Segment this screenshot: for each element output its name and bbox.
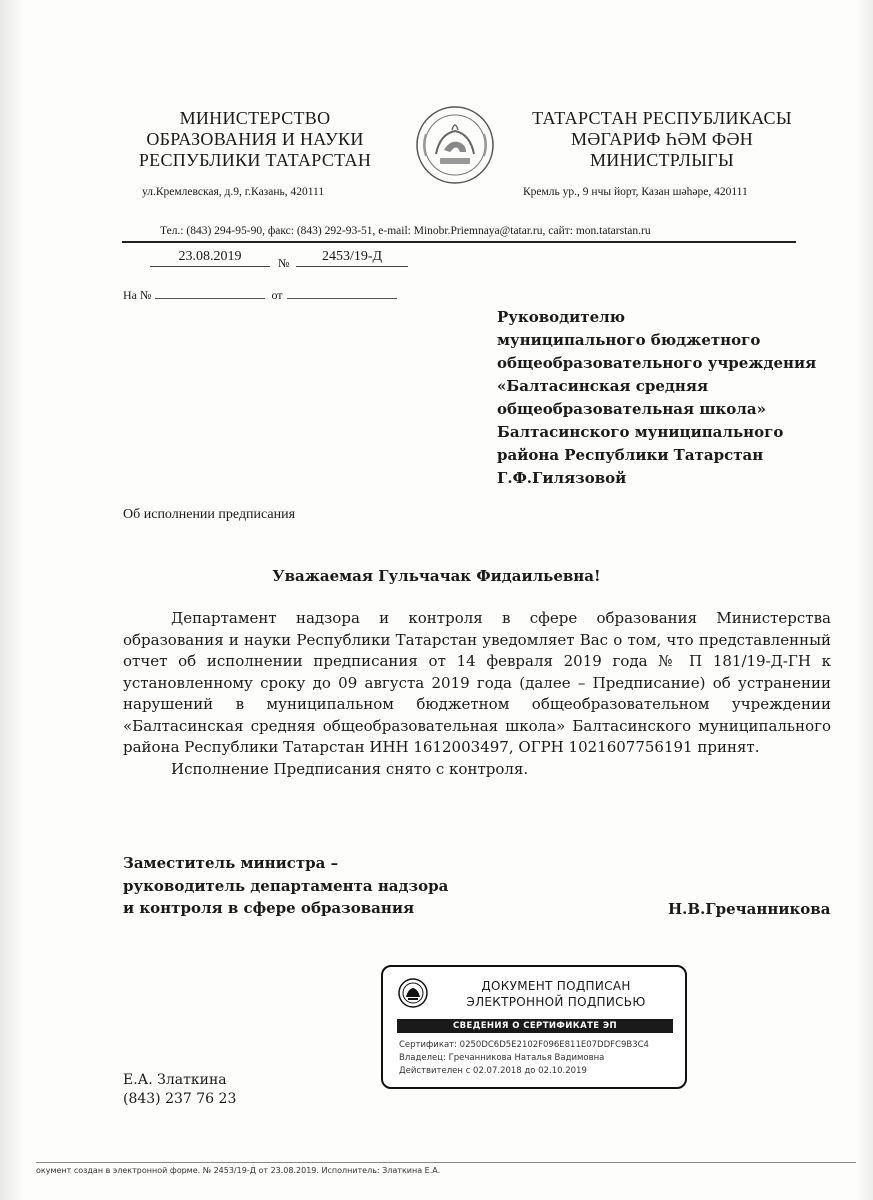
registration-number-label: № xyxy=(278,256,290,270)
body-paragraph: Исполнение Предписания снято с контроля. xyxy=(171,759,529,778)
stamp-title-line2: ЭЛЕКТРОННОЙ ПОДПИСЬЮ xyxy=(466,995,646,1009)
executor-phone: (843) 237 76 23 xyxy=(123,1091,237,1107)
letter-body xyxy=(123,608,831,780)
signatory-name: Н.В.Гречанникова xyxy=(668,900,831,918)
certificate-owner: Владелец: Гречанникова Наталья Вадимовна xyxy=(399,1053,605,1063)
ministry-address-ru: ул.Кремлевская, д.9, г.Казань, 420111 xyxy=(142,186,325,198)
body-paragraph: Департамент надзора и контроля в сфере образования Министерства образования и науки Республики Татарстан уведомляет Вас о том, что представленный отчет об исполнении предписания от 14 февраля 2019 года № П 181/19-Д-ГН к установленному сроку до 09 августа 2019 года (далее – Предписание) об устранении нарушений в муниципальном бюджетном общеобразовательном учреждении «Балтасинская средняя общеобразовательная школа» Балтасинского муниципального района Республики Татарстан ИНН 1612003497, ОГРН 1021607756191 принят. xyxy=(123,609,831,756)
tatarstan-coat-of-arms-icon xyxy=(414,104,496,186)
salutation: Уважаемая Гульчачак Фидаильевна! xyxy=(272,567,601,585)
header-divider xyxy=(122,241,796,243)
reference-number-blank xyxy=(155,298,265,299)
reference-number-label: На № xyxy=(123,288,152,302)
certificate-info-bar: СВЕДЕНИЯ О СЕРТИФИКАТЕ ЭП xyxy=(397,1019,673,1033)
certificate-serial: Сертификат: 0250DC6D5E2102F096E811E07DDFC9B3C4 xyxy=(399,1040,649,1050)
certificate-validity: Действителен с 02.07.2018 до 02.10.2019 xyxy=(399,1066,587,1076)
ministry-name-ru: МИНИСТЕРСТВО ОБРАЗОВАНИЯ И НАУКИ РЕСПУБЛИКИ ТАТАРСТАН xyxy=(138,108,372,170)
reference-date-label: от xyxy=(271,288,283,302)
letter-subject: Об исполнении предписания xyxy=(123,507,296,522)
executor-name: Е.А. Златкина xyxy=(123,1072,227,1088)
certificate-details xyxy=(399,1039,679,1078)
registration-number: 2453/19-Д xyxy=(296,249,408,267)
executor-block xyxy=(123,1071,236,1109)
footer-note: окумент создан в электронной форме. № 2453/19-Д от 23.08.2019. Исполнитель: Златкина Е.А. xyxy=(36,1166,441,1175)
signatory-title: Заместитель министра – руководитель департамента надзора и контроля в сфере образования xyxy=(123,854,449,917)
registration-date: 23.08.2019 xyxy=(150,249,270,267)
addressee-block: Руководителю муниципального бюджетного общеобразовательного учреждения «Балтасинская средняя общеобразовательная школа» Балтасинского муниципального района Республики Татарстан Г.Ф.Гилязовой xyxy=(497,308,817,487)
footer-divider xyxy=(36,1162,856,1163)
contact-line: Тел.: (843) 294-95-90, факс: (843) 292-93-51, e-mail: Minobr.Priemnaya@tatar.ru, сайт: mon.tatarstan.ru xyxy=(160,225,651,237)
tatarstan-coat-of-arms-icon xyxy=(398,978,428,1008)
stamp-title-line1: ДОКУМЕНТ ПОДПИСАН xyxy=(481,979,631,993)
electronic-signature-stamp xyxy=(381,965,687,1089)
scan-shadow-right xyxy=(855,0,873,1200)
ministry-name-tt: ТАТАРСТАН РЕСПУБЛИКАСЫ МӘГАРИФ ҺӘМ ФӘН МИНИСТРЛЫГЫ xyxy=(532,108,792,170)
ministry-address-tt: Кремль ур., 9 нчы йорт, Казан шәһәре, 420111 xyxy=(523,186,748,198)
scan-shadow-left xyxy=(0,0,24,1200)
reference-date-blank xyxy=(287,298,397,299)
reference-line xyxy=(123,288,403,303)
